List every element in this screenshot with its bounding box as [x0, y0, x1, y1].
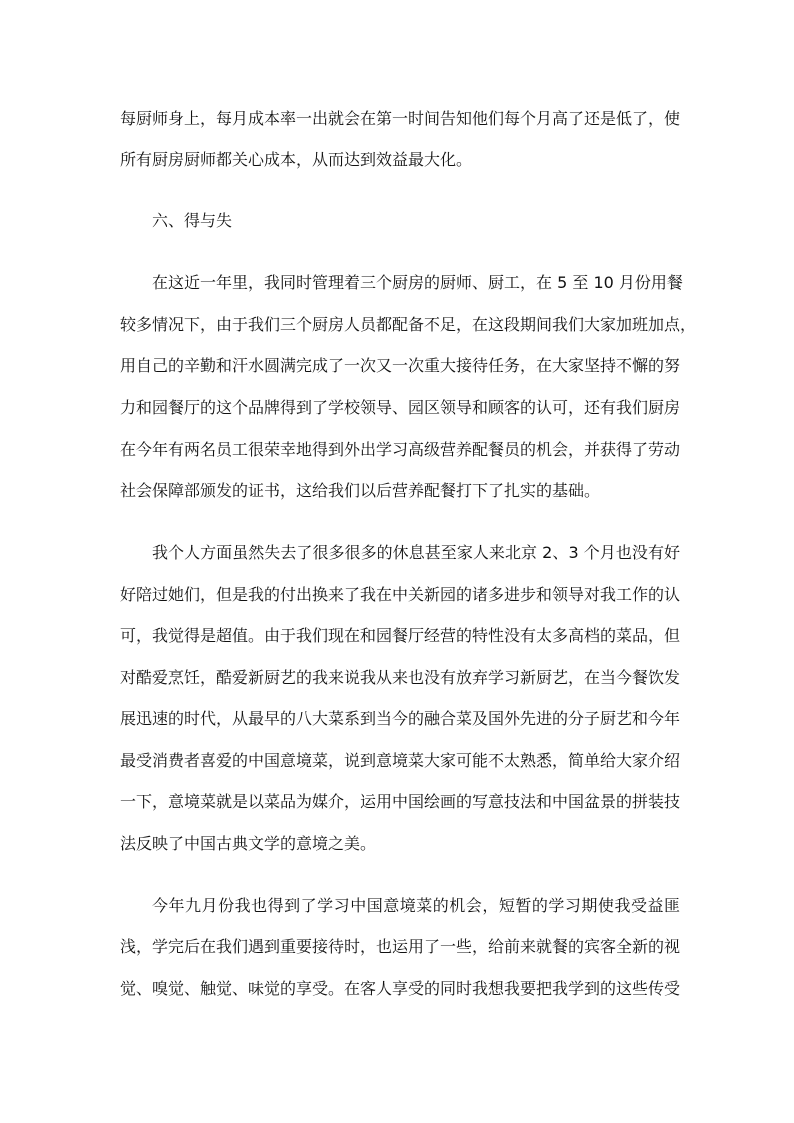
text-line: 今年九月份我也得到了学习中国意境菜的机会，短暂的学习期使我受益匪 [152, 896, 680, 915]
text-line: 用自己的辛勤和汗水圆满完成了一次又一次重大接待任务，在大家坚持不懈的努 [120, 356, 681, 375]
section-heading: 六、得与失 [152, 211, 233, 230]
text-line: 力和园餐厅的这个品牌得到了学校领导、园区领导和顾客的认可，还有我们厨房 [120, 398, 681, 417]
text-line: 在今年有两名员工很荣幸地得到外出学习高级营养配餐员的机会，并获得了劳动 [120, 440, 681, 459]
text-line: 每厨师身上，每月成本率一出就会在第一时间告知他们每个月高了还是低了，使 [120, 109, 681, 128]
text-line: 最受消费者喜爱的中国意境菜，说到意境菜大家可能不太熟悉，简单给大家介绍 [120, 751, 681, 770]
text-line: 我个人方面虽然失去了很多很多的休息甚至家人来北京 2、3 个月也没有好 [152, 543, 680, 562]
text-line: 一下，意境菜就是以菜品为媒介，运用中国绘画的写意技法和中国盆景的拼装技 [120, 792, 681, 811]
text-line: 展迅速的时代，从最早的八大菜系到当今的融合菜及国外先进的分子厨艺和今年 [120, 709, 681, 728]
text-line: 在这近一年里，我同时管理着三个厨房的厨师、厨工，在 5 至 10 月份用餐 [152, 273, 683, 292]
text-line: 浅，学完后在我们遇到重要接待时，也运用了一些，给前来就餐的宾客全新的视 [120, 937, 681, 956]
text-line: 好陪过她们，但是我的付出换来了我在中关新园的诸多进步和领导对我工作的认 [120, 585, 681, 604]
text-line: 社会保障部颁发的证书，这给我们以后营养配餐打下了扎实的基础。 [120, 481, 601, 500]
text-line: 觉、嗅觉、触觉、味觉的享受。在客人享受的同时我想我要把我学到的这些传受 [120, 979, 681, 998]
text-line: 较多情况下，由于我们三个厨房人员都配备不足，在这段期间我们大家加班加点， [120, 315, 697, 334]
text-line: 所有厨房厨师都关心成本，从而达到效益最大化。 [120, 150, 473, 169]
text-line: 对酷爱烹饪，酷爱新厨艺的我来说我从来也没有放弃学习新厨艺，在当今餐饮发 [120, 668, 681, 687]
text-line: 法反映了中国古典文学的意境之美。 [120, 834, 377, 853]
text-line: 可，我觉得是超值。由于我们现在和园餐厅经营的特性没有太多高档的菜品，但 [120, 626, 681, 645]
